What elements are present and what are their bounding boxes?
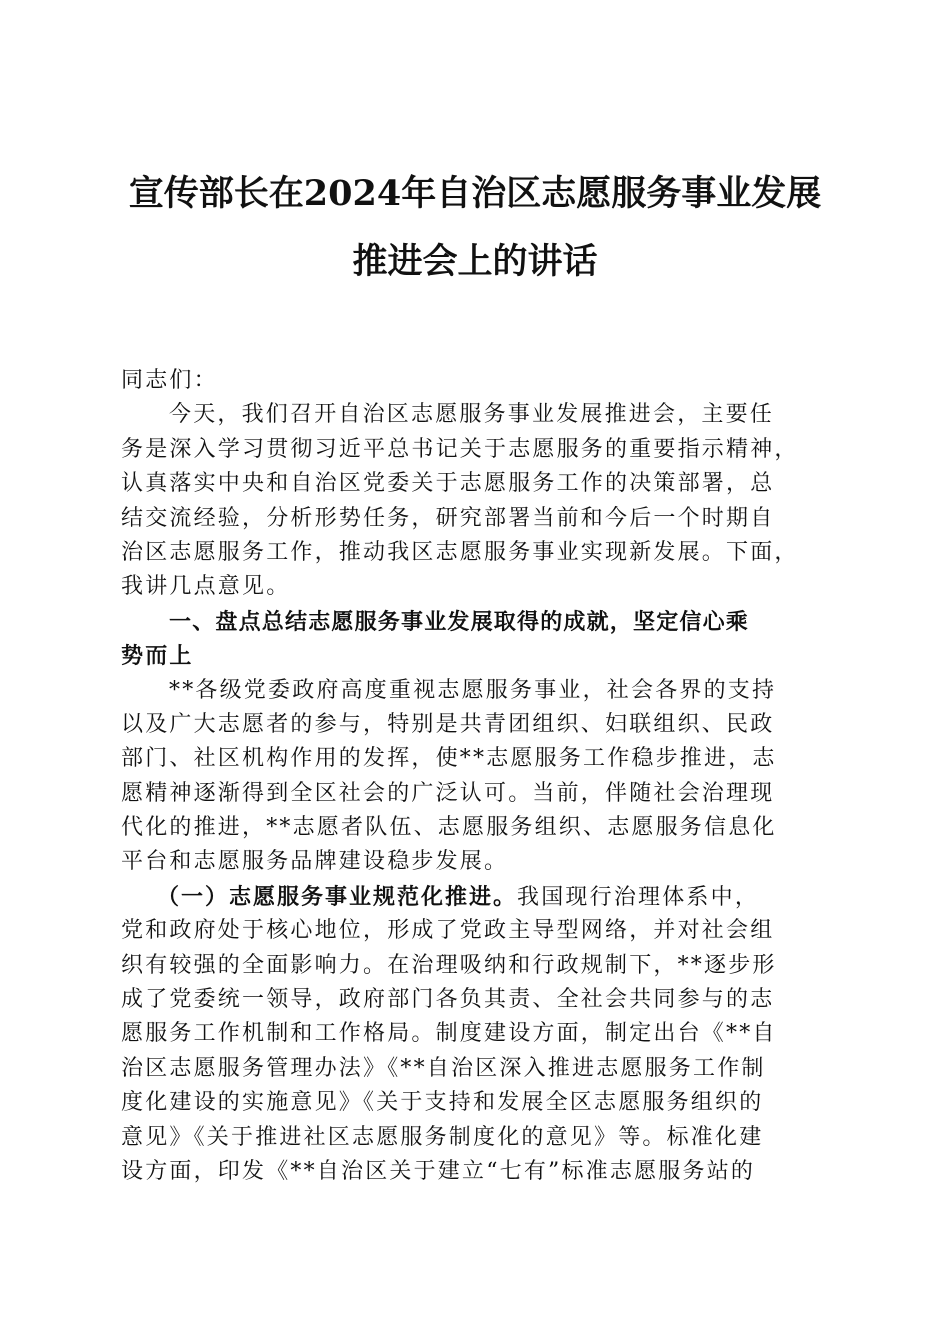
section-paragraph-line: 部门、社区机构作用的发挥，使**志愿服务工作稳步推进，志 <box>121 746 777 772</box>
section-paragraph-line: 以及广大志愿者的参与，特别是共青团组织、妇联组织、民政 <box>121 711 775 737</box>
subsection-paragraph-line: 织有较强的全面影响力。在治理吸纳和行政规制下，**逐步形 <box>121 952 777 978</box>
subsection-first-line-text: 我国现行治理体系中， <box>517 884 760 910</box>
subsection-first-line <box>121 880 833 914</box>
subsection-paragraph-line: 设方面，印发《**自治区关于建立“七有”标准志愿服务站的 <box>121 1158 756 1184</box>
intro-paragraph-line: 治区志愿服务工作，推动我区志愿服务事业实现新发展。下面， <box>121 539 799 565</box>
salutation: 同志们： <box>121 368 218 393</box>
document-title-line-1: 宣传部长在2024年自治区志愿服务事业发展 <box>128 173 822 214</box>
subsection-paragraph-line: 党和政府处于核心地位，形成了党政主导型网络，并对社会组 <box>121 918 775 944</box>
section-heading-line: 势而上 <box>121 643 194 670</box>
section-paragraph-line: 平台和志愿服务品牌建设稳步发展。 <box>121 849 509 875</box>
intro-paragraph-line: 我讲几点意见。 <box>121 574 291 600</box>
document-body <box>121 364 833 1189</box>
subsection-paragraph-line: 意见》《关于推进社区志愿服务制度化的意见》等。标准化建 <box>121 1124 764 1150</box>
subsection-paragraph-line: 成了党委统一领导，政府部门各负其责、全社会共同参与的志 <box>121 987 775 1013</box>
section-paragraph-line: 代化的推进，**志愿者队伍、志愿服务组织、志愿服务信息化 <box>121 815 777 841</box>
subsection-paragraph-line: 愿服务工作机制和工作格局。制度建设方面，制定出台《**自 <box>121 1021 777 1047</box>
section-paragraph-line: **各级党委政府高度重视志愿服务事业，社会各界的支持 <box>169 677 777 703</box>
subsection-paragraph-line: 治区志愿服务管理办法》《**自治区深入推进志愿服务工作制 <box>121 1055 766 1081</box>
section-heading-line: 一、盘点总结志愿服务事业发展取得的成就，坚定信心乘 <box>169 608 750 635</box>
intro-paragraph-line: 今天，我们召开自治区志愿服务事业发展推进会，主要任 <box>169 402 775 428</box>
intro-paragraph-line: 务是深入学习贯彻习近平总书记关于志愿服务的重要指示精神， <box>121 436 799 462</box>
subsection-paragraph-line: 度化建设的实施意见》《关于支持和发展全区志愿服务组织的 <box>121 1090 764 1116</box>
intro-paragraph-line: 认真落实中央和自治区党委关于志愿服务工作的决策部署，总 <box>121 471 775 497</box>
document-title-line-2: 推进会上的讲话 <box>352 241 598 282</box>
section-paragraph-line: 愿精神逐渐得到全区社会的广泛认可。当前，伴随社会治理现 <box>121 780 775 806</box>
subsection-label: （一）志愿服务事业规范化推进。 <box>157 883 518 910</box>
intro-paragraph-line: 结交流经验，分析形势任务，研究部署当前和今后一个时期自 <box>121 505 775 531</box>
